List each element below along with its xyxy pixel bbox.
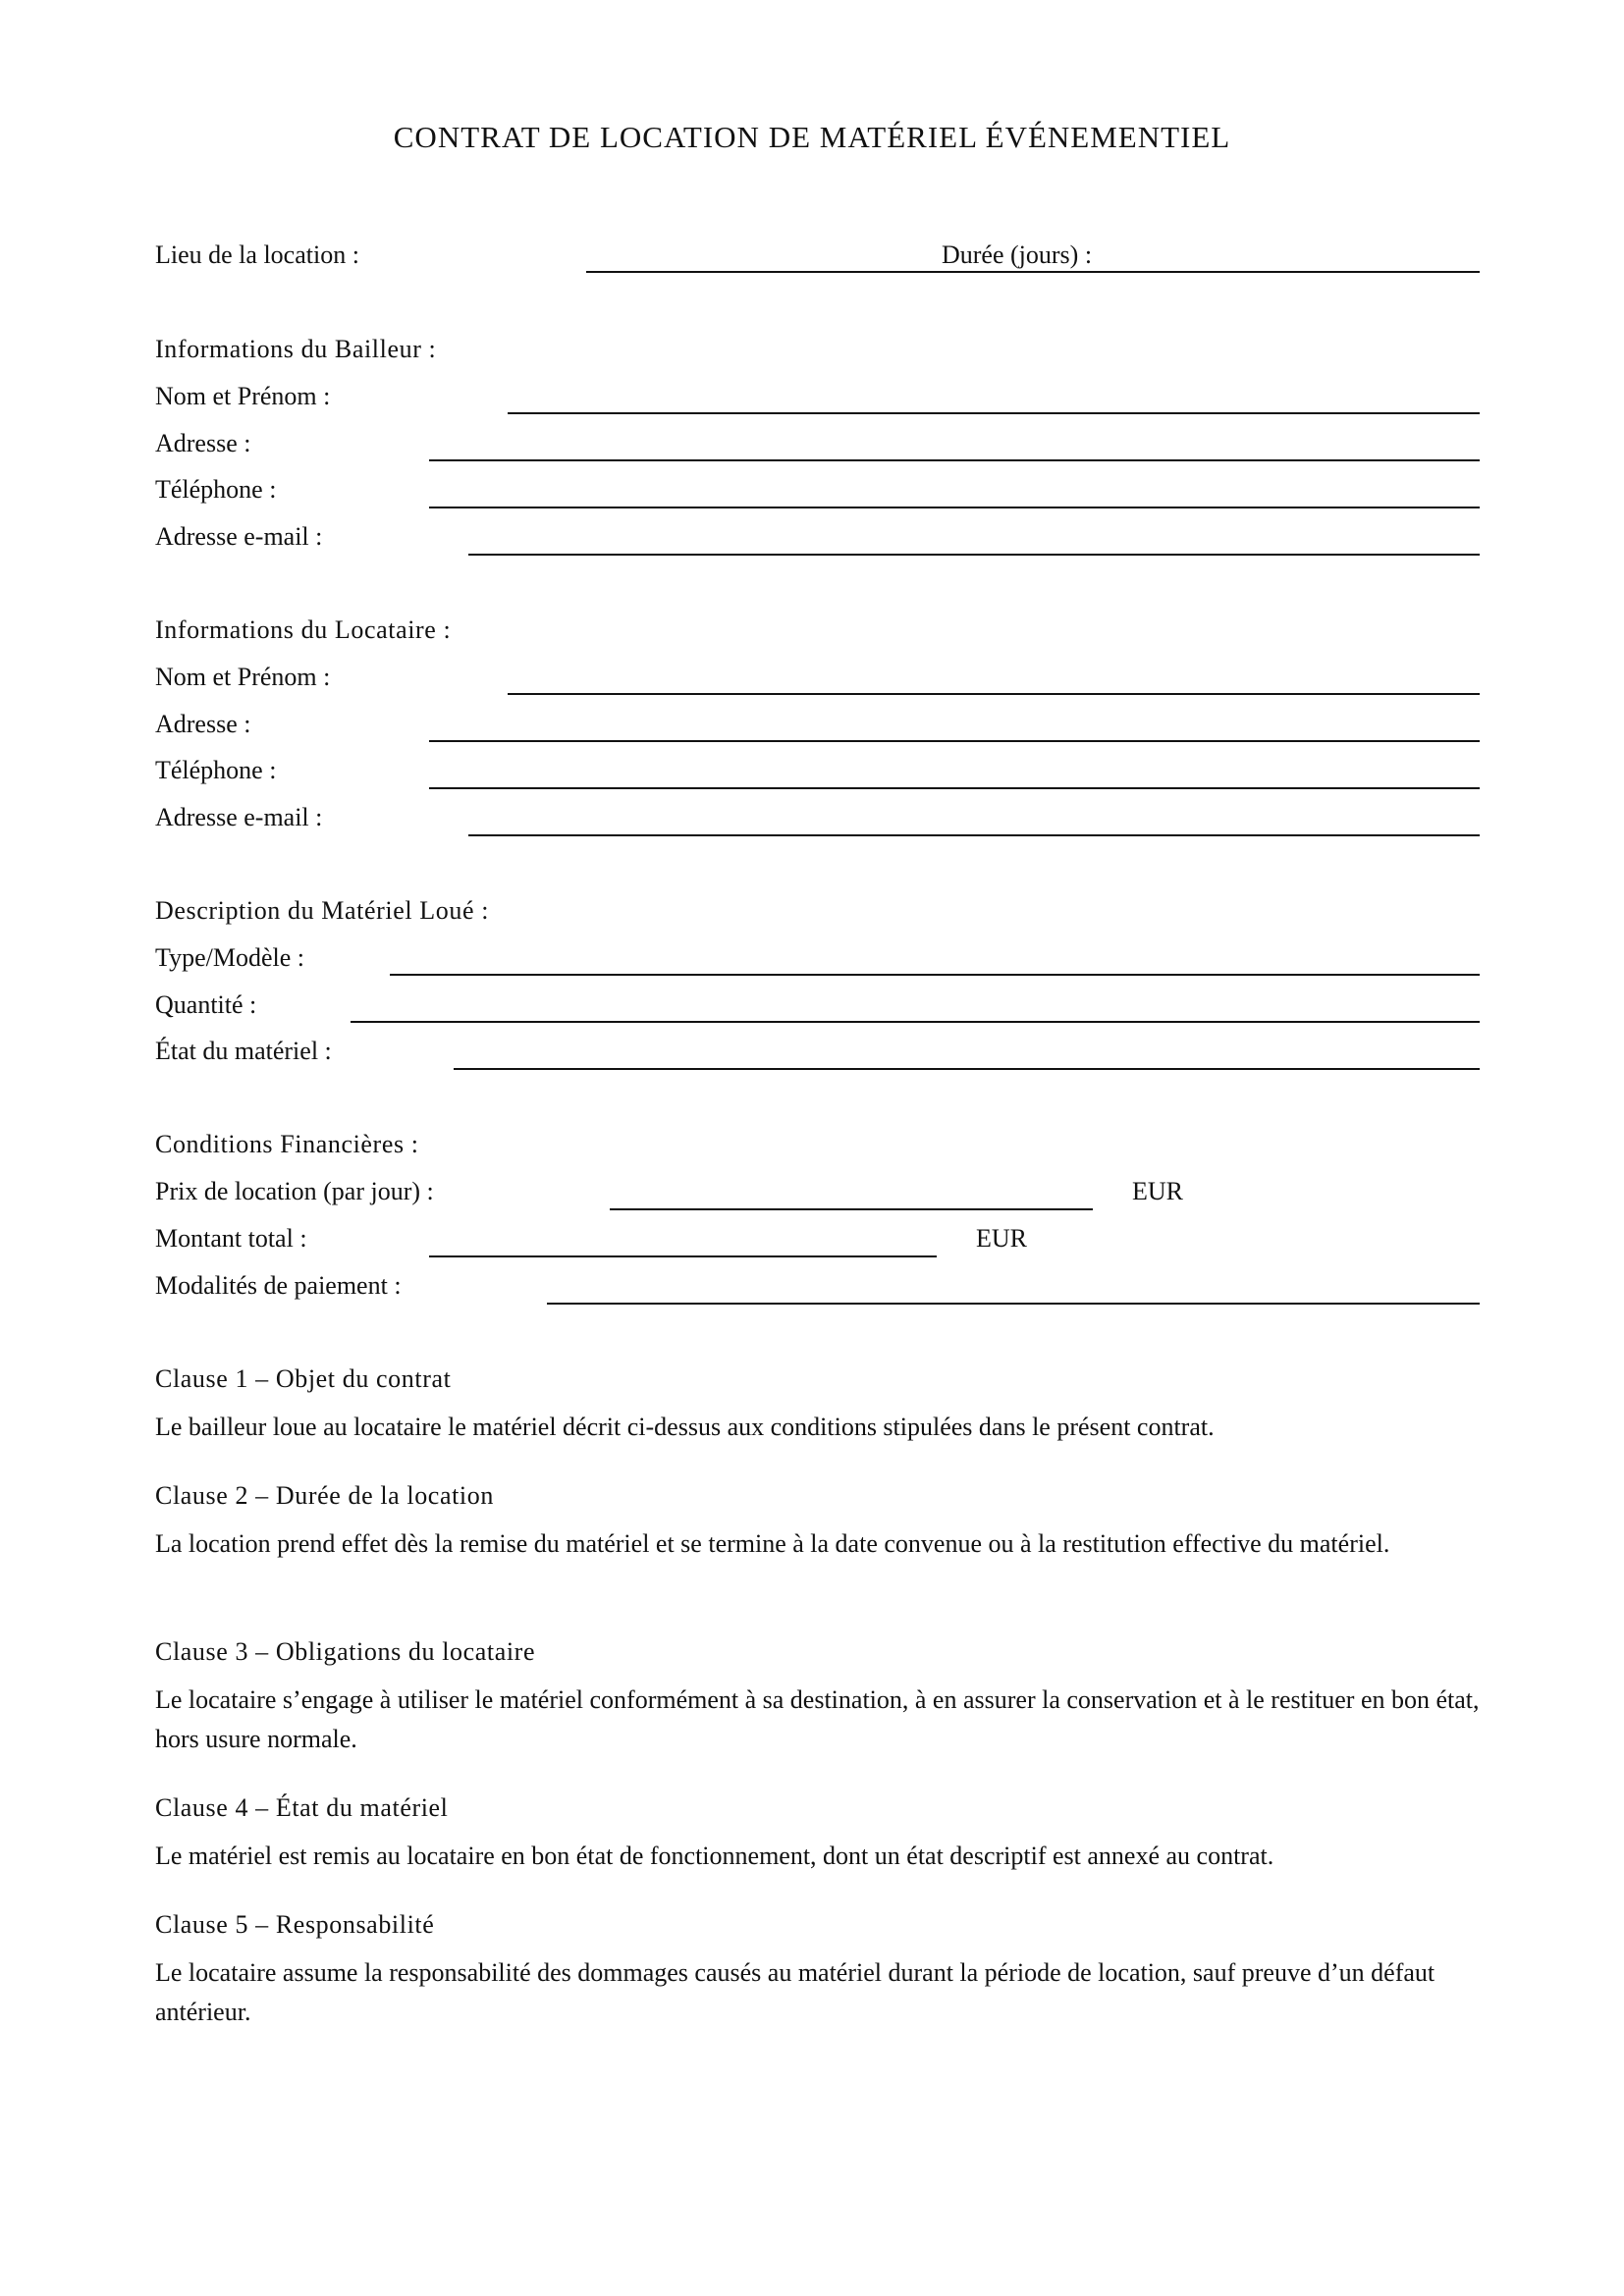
prix-field[interactable] [610, 1208, 1093, 1210]
materiel-type-label: Type/Modèle : [155, 943, 304, 972]
clause-3-title: Clause 3 – Obligations du locataire [155, 1637, 536, 1666]
bailleur-telephone-field[interactable] [429, 507, 1480, 508]
modalites-field[interactable] [547, 1303, 1480, 1305]
duree-label: Durée (jours) : [938, 240, 1096, 270]
materiel-quantite-field[interactable] [351, 1021, 1480, 1023]
locataire-telephone-field[interactable] [429, 787, 1480, 789]
modalites-label: Modalités de paiement : [155, 1271, 402, 1300]
clause-2-text: La location prend effet dès la remise du matériel et se termine à la date convenue ou à la restitution effective du matériel. [155, 1529, 1390, 1558]
clause-1-text: Le bailleur loue au locataire le matériel décrit ci-dessus aux conditions stipulées dans le présent contrat. [155, 1413, 1215, 1441]
locataire-telephone-label: Téléphone : [155, 756, 277, 784]
clause-3-text: Le locataire s’engage à utiliser le matériel conformément à sa destination, à en assurer la conservation et à le restituer en bon état, hors usure normale. [155, 1685, 1480, 1753]
finance-heading: Conditions Financières : [155, 1130, 419, 1158]
locataire-adresse-label: Adresse : [155, 710, 251, 738]
locataire-heading: Informations du Locataire : [155, 615, 452, 644]
locataire-email-label: Adresse e-mail : [155, 803, 323, 831]
bailleur-heading: Informations du Bailleur : [155, 335, 437, 363]
bailleur-email-field[interactable] [468, 554, 1480, 556]
locataire-nom-label: Nom et Prénom : [155, 663, 331, 691]
locataire-nom-field[interactable] [508, 693, 1480, 695]
locataire-email-field[interactable] [468, 834, 1480, 836]
montant-field[interactable] [429, 1255, 937, 1257]
clause-5-text: Le locataire assume la responsabilité des dommages causés au matériel durant la période de location, sauf preuve d’un défaut antérieur. [155, 1958, 1435, 2026]
prix-label: Prix de location (par jour) : [155, 1177, 434, 1205]
clause-5-title: Clause 5 – Responsabilité [155, 1910, 435, 1939]
bailleur-nom-label: Nom et Prénom : [155, 382, 331, 410]
materiel-quantite-label: Quantité : [155, 990, 257, 1019]
bailleur-adresse-label: Adresse : [155, 429, 251, 457]
clause-4-text: Le matériel est remis au locataire en bon état de fonctionnement, dont un état descriptif est annexé au contrat. [155, 1842, 1274, 1870]
clause-4-title: Clause 4 – État du matériel [155, 1793, 449, 1822]
montant-unit: EUR [976, 1224, 1027, 1253]
bailleur-telephone-label: Téléphone : [155, 475, 277, 504]
lieu-label: Lieu de la location : [155, 240, 359, 269]
locataire-adresse-field[interactable] [429, 740, 1480, 742]
page-title: CONTRAT DE LOCATION DE MATÉRIEL ÉVÉNEMENTIEL [393, 120, 1231, 154]
montant-label: Montant total : [155, 1224, 307, 1253]
materiel-type-field[interactable] [390, 974, 1480, 976]
bailleur-adresse-field[interactable] [429, 459, 1480, 461]
lieu-duree-field[interactable] [586, 271, 1480, 273]
materiel-etat-field[interactable] [454, 1068, 1480, 1070]
materiel-etat-label: État du matériel : [155, 1037, 332, 1065]
clause-2-title: Clause 2 – Durée de la location [155, 1481, 494, 1510]
prix-unit: EUR [1132, 1177, 1183, 1205]
bailleur-email-label: Adresse e-mail : [155, 522, 323, 551]
bailleur-nom-field[interactable] [508, 412, 1480, 414]
materiel-heading: Description du Matériel Loué : [155, 896, 490, 925]
clause-1-title: Clause 1 – Objet du contrat [155, 1364, 452, 1393]
